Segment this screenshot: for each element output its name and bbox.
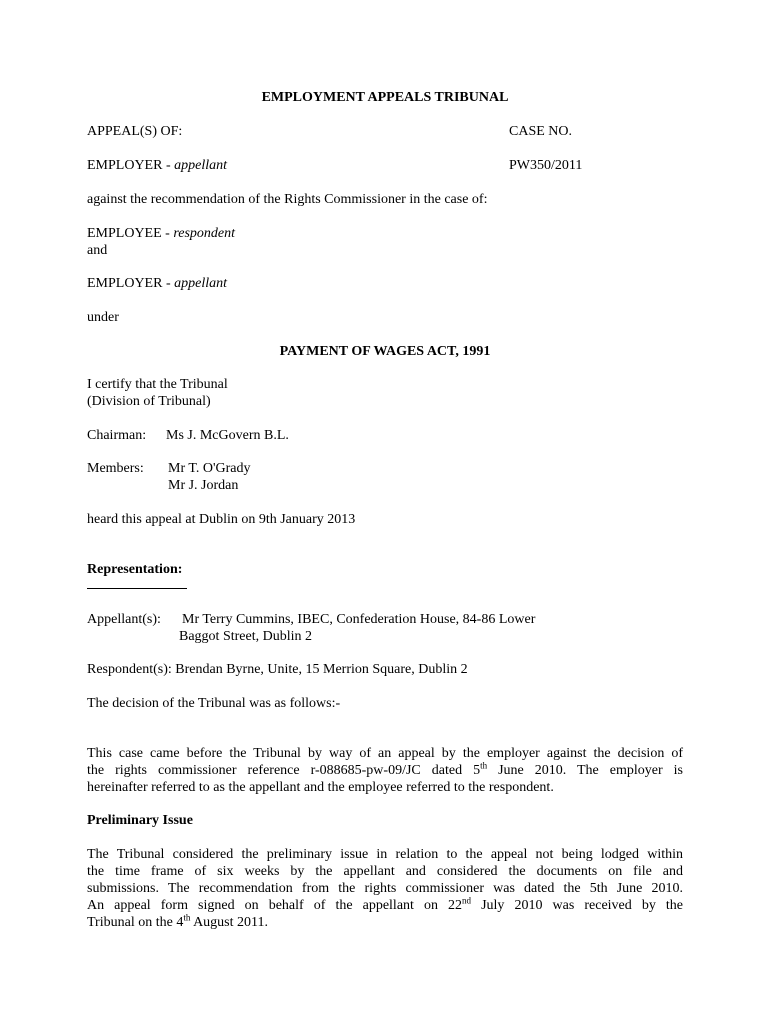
paragraph-2-line-4-a: An appeal form signed on behalf of the appellant on 22 — [87, 898, 463, 913]
employer-appellant-line-2 — [87, 275, 227, 292]
preliminary-paragraph — [87, 846, 683, 931]
paragraph-1-line-2-a: the rights commissioner reference r-088685-pw-09/JC dated 5 — [87, 763, 481, 778]
appellants-label: Appellant(s): — [87, 612, 161, 627]
act-title: PAYMENT OF WAGES ACT, 1991 — [279, 344, 491, 359]
employer-appellant-line — [87, 157, 227, 174]
paragraph-1-line-2-b: June 2010. The employer is — [487, 763, 683, 778]
document-title: EMPLOYMENT APPEALS TRIBUNAL — [261, 90, 509, 105]
respondents-text: Respondent(s): Brendan Byrne, Unite, 15 Merrion Square, Dublin 2 — [87, 662, 468, 677]
chairman-name: Ms J. McGovern B.L. — [166, 428, 289, 443]
paragraph-2-line-5-b: August 2011. — [190, 915, 268, 930]
representation-heading: Representation: — [87, 562, 183, 577]
and-text: and — [87, 243, 108, 258]
case-number: PW350/2011 — [509, 158, 583, 173]
certify-line-2: (Division of Tribunal) — [87, 394, 211, 409]
certify-line-1: I certify that the Tribunal — [87, 377, 228, 392]
appeals-of-label: APPEAL(S) OF: — [87, 124, 183, 139]
against-text: against the recommendation of the Rights Commissioner in the case of: — [87, 192, 488, 207]
member-2: Mr J. Jordan — [168, 478, 239, 493]
employee-respondent-line — [87, 225, 235, 242]
employer2-label: EMPLOYER - — [87, 276, 175, 291]
preliminary-issue-heading: Preliminary Issue — [87, 813, 193, 828]
appellant2-role: appellant — [174, 276, 228, 291]
representation-underline — [87, 588, 187, 589]
case-no-label: CASE NO. — [509, 124, 573, 139]
under-text: under — [87, 310, 119, 325]
heard-text: heard this appeal at Dublin on 9th January 2013 — [87, 512, 356, 527]
paragraph-2-line-2: the time frame of six weeks by the appellant and considered the documents on file and — [87, 864, 683, 879]
paragraph-2-line-5 — [87, 914, 683, 931]
respondent-role: respondent — [173, 226, 236, 241]
paragraph-2-line-4 — [87, 897, 683, 914]
paragraph-2-line-3: submissions. The recommendation from the rights commissioner was dated the 5th June 2010. — [87, 881, 683, 896]
members-label: Members: — [87, 461, 144, 476]
decision-intro: The decision of the Tribunal was as follows:- — [87, 696, 341, 711]
ordinal-suffix: th — [480, 760, 488, 771]
ordinal-suffix: th — [183, 912, 191, 923]
decision-paragraph-1 — [87, 745, 683, 796]
employer-label: EMPLOYER - — [87, 158, 175, 173]
chairman-label: Chairman: — [87, 428, 147, 443]
ordinal-suffix: nd — [462, 895, 472, 906]
paragraph-2-line-4-b: July 2010 was received by the — [471, 898, 683, 913]
appellants-line-2: Baggot Street, Dublin 2 — [179, 629, 312, 644]
member-1: Mr T. O'Grady — [168, 461, 251, 476]
paragraph-2-line-5-a: Tribunal on the 4 — [87, 915, 184, 930]
paragraph-1-line-1: This case came before the Tribunal by way of an appeal by the employer against the decision of — [87, 746, 683, 761]
paragraph-2-line-1: The Tribunal considered the preliminary issue in relation to the appeal not being lodged within — [87, 847, 683, 862]
employee-label: EMPLOYEE - — [87, 226, 174, 241]
paragraph-1-line-2 — [87, 762, 683, 779]
paragraph-1-line-3: hereinafter referred to as the appellant and the employee referred to the respondent. — [87, 780, 554, 795]
appellants-line-1: Mr Terry Cummins, IBEC, Confederation House, 84-86 Lower — [182, 612, 536, 627]
appellant-role: appellant — [174, 158, 228, 173]
